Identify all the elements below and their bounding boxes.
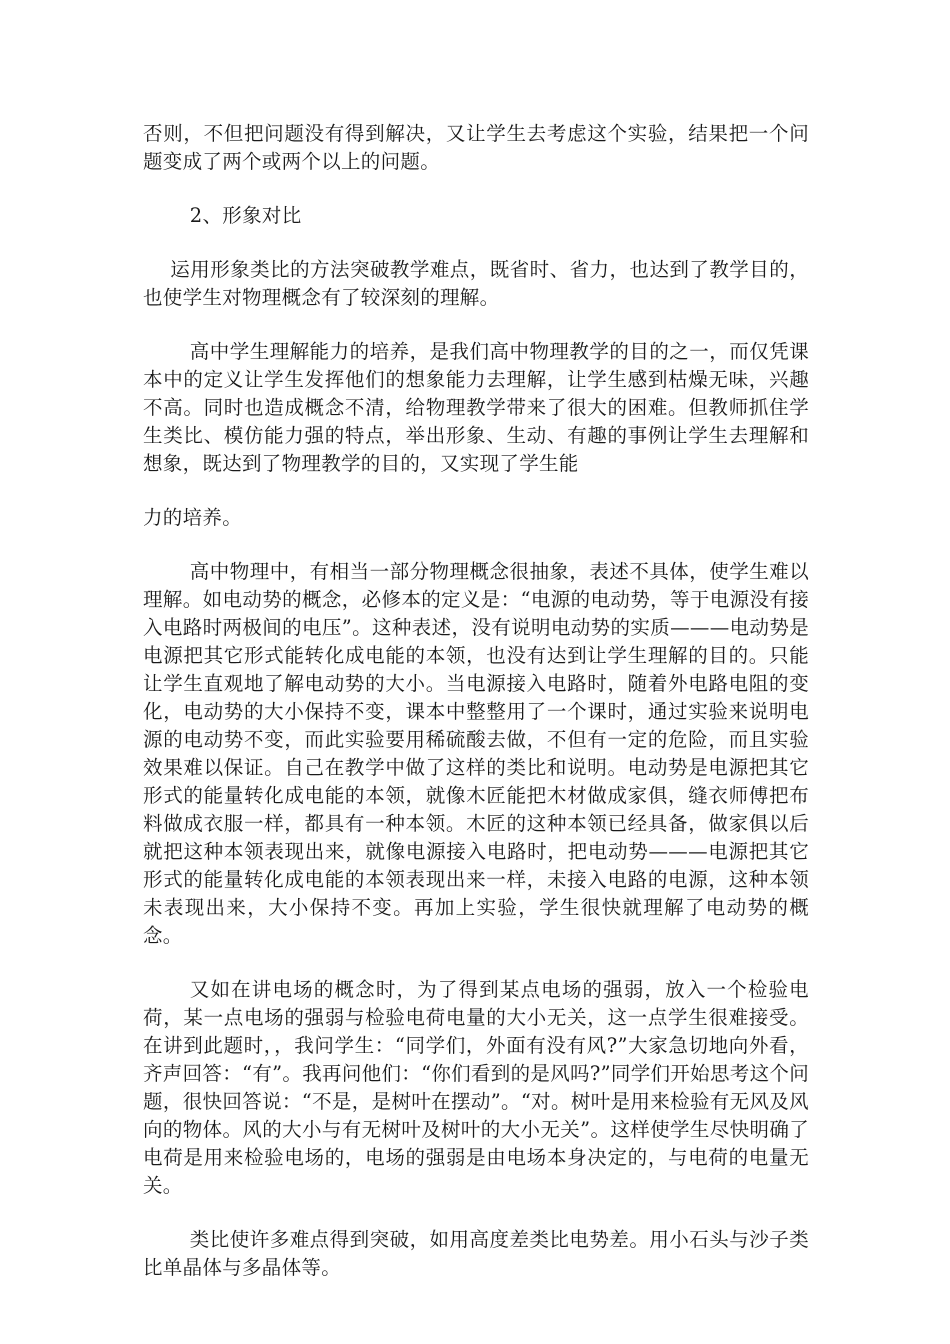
paragraph-gap [143, 230, 809, 256]
paragraph-gap [143, 950, 809, 976]
paragraph-gap [143, 176, 809, 202]
paragraph-electric-field: 又如在讲电场的概念时，为了得到某点电场的强弱，放入一个检验电荷，某一点电场的强弱与检验电荷电量的大小无关，这一点学生很难接受。在讲到此题时，，我问学生：“同学们，外面有没有风?”大家急切地向外看，齐声回答：“有”。我再问他们：“你们看到的是风吗?”同学们开始思考这个问题，很快回答说：“不是，是树叶在摆动”。“对。树叶是用来检验有无风及风向的物体。风的大小与有无树叶及树叶的大小无关”。这样使学生尽快明确了电荷是用来检验电场的，电场的强弱是由电场本身决定的，与电荷的电量无关。 [143, 978, 809, 1197]
paragraph-analogy: 类比使许多难点得到突破，如用高度差类比电势差。用小石头与沙子类比单晶体与多晶体等。 [143, 1228, 809, 1279]
paragraph-continuation: 否则，不但把问题没有得到解决，又让学生去考虑这个实验，结果把一个问题变成了两个或两个以上的问题。 [143, 122, 809, 173]
paragraph-gap [143, 532, 809, 558]
paragraph-gap [143, 1200, 809, 1226]
paragraph-intro: 运用形象类比的方法突破教学难点，既省时、省力，也达到了教学目的，也使学生对物理概念有了较深刻的理解。 [143, 258, 809, 309]
paragraph-ability-tail: 力的培养。 [143, 506, 243, 529]
document-page [143, 120, 809, 1282]
paragraph-gap [143, 478, 809, 504]
paragraph-emf: 高中物理中，有相当一部分物理概念很抽象，表述不具体，使学生难以理解。如电动势的概念，必修本的定义是：“电源的电动势，等于电源没有接入电路时两极间的电压”。这种表述，没有说明电动势的实质———电动势是电源把其它形式能转化成电能的本领，也没有达到让学生理解的目的。只能让学生直观地了解电动势的大小。当电源接入电路时，随着外电路电阻的变化，电动势的大小保持不变，课本中整整用了一个课时，通过实验来说明电源的电动势不变，而此实验要用稀硫酸去做，不但有一定的危险，而且实验效果难以保证。自己在教学中做了这样的类比和说明。电动势是电源把其它形式的能量转化成电能的本领，就像木匠能把木材做成家俱，缝衣师傅把布料做成衣服一样，都具有一种本领。木匠的这种本领已经具备，做家俱以后就把这种本领表现出来，就像电源接入电路时，把电动势———电源把其它形式的能量转化成电能的本领表现出来一样，未接入电路的电源，这种本领未表现出来，大小保持不变。再加上实验，学生很快就理解了电动势的概念。 [143, 560, 809, 947]
paragraph-ability: 高中学生理解能力的培养，是我们高中物理教学的目的之一，而仅凭课本中的定义让学生发挥他们的想象能力去理解，让学生感到枯燥无味，兴趣不高。同时也造成概念不清，给物理教学带来了很大的困难。但教师抓住学生类比、模仿能力强的特点，举出形象、生动、有趣的事例让学生去理解和想象，既达到了物理教学的目的，又实现了学生能 [143, 340, 809, 475]
section-heading: 2、形象对比 [189, 204, 302, 227]
paragraph-gap [143, 312, 809, 338]
